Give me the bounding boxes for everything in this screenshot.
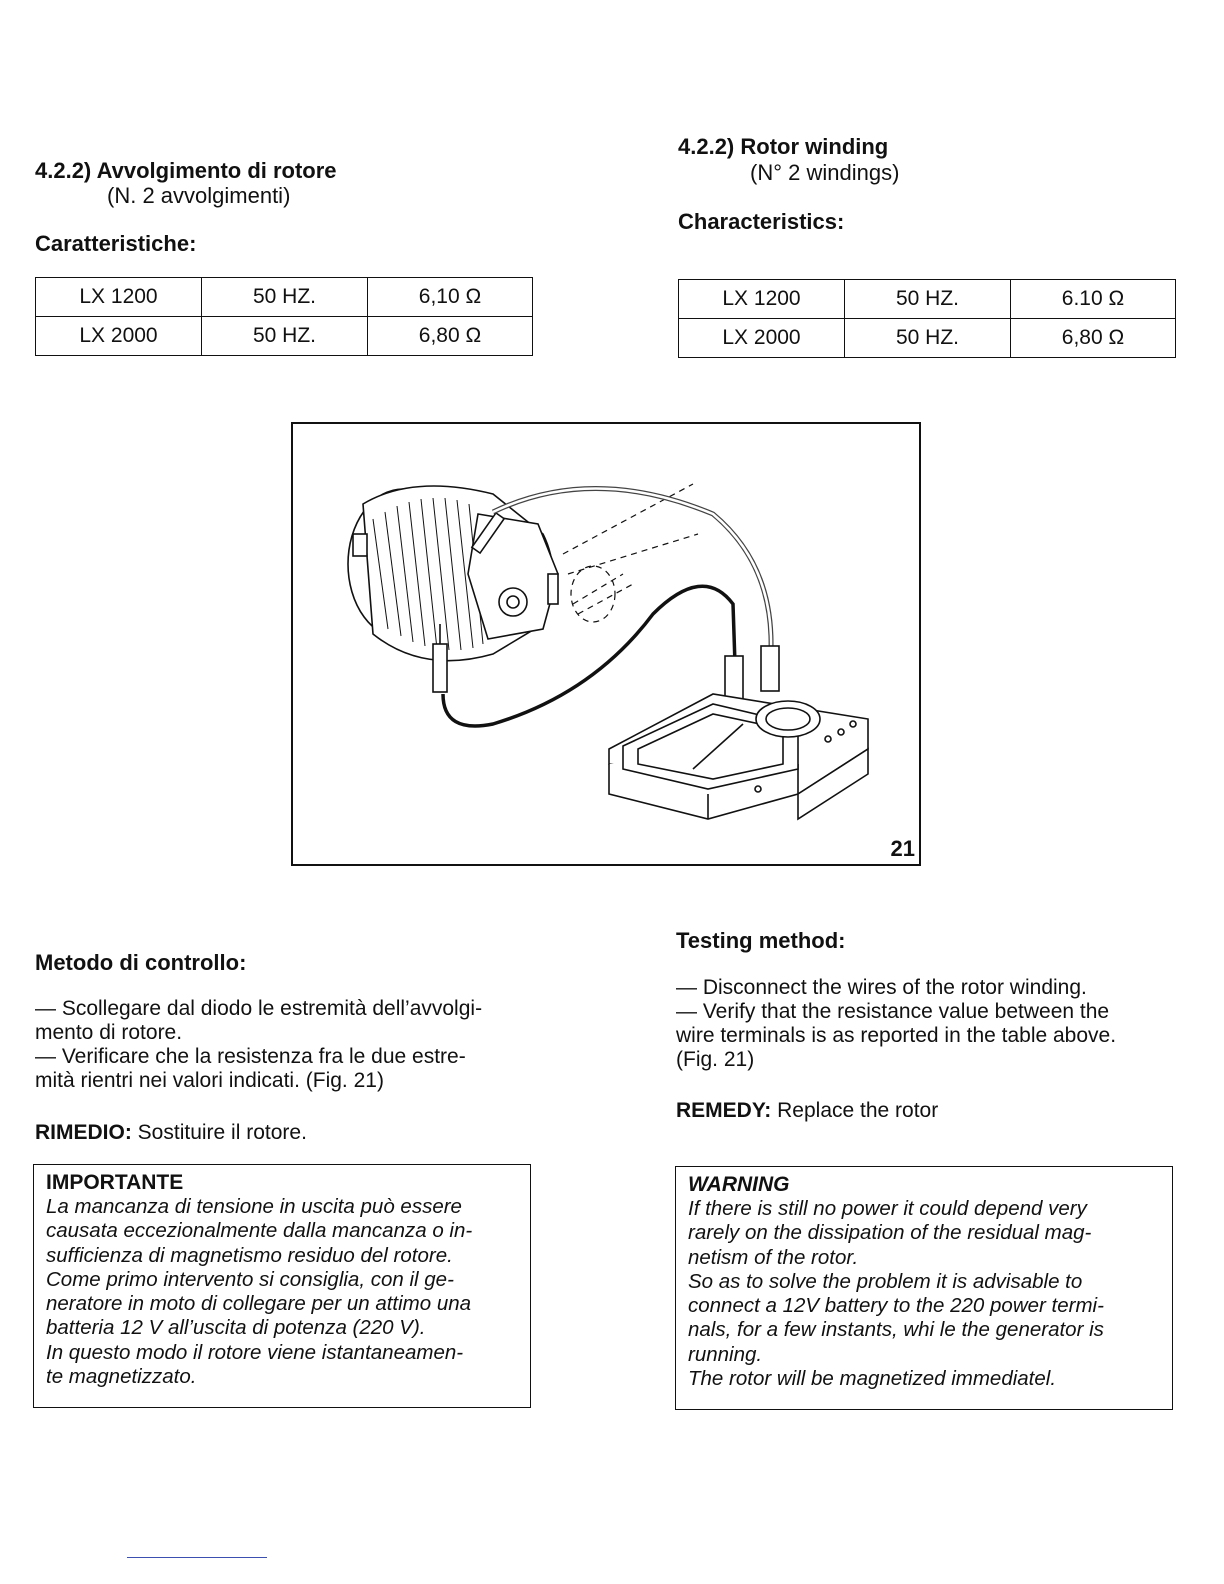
it-freq-cell: 50 HZ. bbox=[202, 278, 368, 317]
it-note-title: IMPORTANTE bbox=[46, 1171, 184, 1194]
table-row bbox=[36, 317, 533, 356]
it-model-cell: LX 1200 bbox=[36, 278, 202, 317]
it-note-line: La mancanza di tensione in uscita può essere bbox=[46, 1195, 462, 1218]
it-note-line: sufficienza di magnetismo residuo del rotore. bbox=[46, 1243, 453, 1267]
en-heading-number: 4.2.2) bbox=[678, 134, 735, 159]
en-freq-cell: 50 HZ. bbox=[845, 319, 1011, 358]
it-heading-title: Avvolgimento di rotore bbox=[96, 158, 337, 183]
it-heading bbox=[35, 158, 337, 184]
en-note-line: nals, for a few instants, whi le the generator is bbox=[688, 1318, 1104, 1342]
en-note-line: So as to solve the problem it is advisable to bbox=[688, 1269, 1083, 1293]
en-remedy-text: Replace the rotor bbox=[777, 1099, 939, 1122]
en-method-line: — Verify that the resistance value between the bbox=[676, 1000, 1110, 1023]
en-method-line: wire terminals is as reported in the table above. bbox=[676, 1024, 1117, 1047]
en-note-line: The rotor will be magnetized immediatel. bbox=[688, 1367, 1057, 1391]
it-note-line: causata eccezionalmente dalla mancanza o in- bbox=[46, 1219, 473, 1243]
it-note-line: batteria 12 V all’uscita di potenza (220 V). bbox=[46, 1316, 426, 1340]
it-characteristics-label: Caratteristiche: bbox=[35, 231, 197, 256]
it-heading-number: 4.2.2) bbox=[35, 158, 92, 183]
table-row bbox=[679, 280, 1176, 319]
en-note-line: rarely on the dissipation of the residual mag- bbox=[688, 1221, 1092, 1245]
en-note-body bbox=[688, 1197, 1160, 1391]
en-characteristics-label: Characteristics: bbox=[678, 209, 845, 234]
en-note-title: WARNING bbox=[688, 1173, 790, 1196]
it-note-body bbox=[46, 1195, 518, 1389]
it-method-line: — Verificare che la resistenza fra le due estre- bbox=[35, 1045, 466, 1068]
en-note-line: If there is still no power it could depend very bbox=[688, 1197, 1087, 1220]
en-resistance-cell: 6.10 Ω bbox=[1011, 280, 1176, 319]
en-note-box bbox=[675, 1166, 1173, 1410]
en-heading-title: Rotor winding bbox=[740, 134, 889, 159]
it-heading-sub: (N. 2 avvolgimenti) bbox=[107, 183, 291, 208]
it-resistance-cell: 6,80 Ω bbox=[368, 317, 533, 356]
table-row bbox=[36, 278, 533, 317]
it-remedy bbox=[35, 1121, 307, 1145]
en-method-line: — Disconnect the wires of the rotor winding. bbox=[676, 976, 1087, 999]
en-heading-sub: (N° 2 windings) bbox=[750, 160, 900, 185]
bottom-divider bbox=[127, 1557, 267, 1558]
it-note-line: neratore in moto di collegare per un attimo una bbox=[46, 1292, 472, 1316]
en-method-line: (Fig. 21) bbox=[676, 1048, 755, 1071]
en-method-title: Testing method: bbox=[676, 928, 846, 953]
it-note-line: Come primo intervento si consiglia, con il ge- bbox=[46, 1267, 454, 1291]
en-model-cell: LX 2000 bbox=[679, 319, 845, 358]
it-note-box bbox=[33, 1164, 531, 1408]
it-model-cell: LX 2000 bbox=[36, 317, 202, 356]
it-method-line: mento di rotore. bbox=[35, 1021, 183, 1044]
it-remedy-label: RIMEDIO: bbox=[35, 1121, 132, 1144]
en-freq-cell: 50 HZ. bbox=[845, 280, 1011, 319]
it-method-line: mità rientri nei valori indicati. (Fig. 21) bbox=[35, 1069, 384, 1092]
figure-number: 21 bbox=[890, 836, 915, 861]
it-note-line: In questo modo il rotore viene istantaneamen- bbox=[46, 1340, 464, 1364]
en-note-line: connect a 12V battery to the 220 power termi- bbox=[688, 1294, 1104, 1318]
it-method-line: — Scollegare dal diodo le estremità dell’avvolgi- bbox=[35, 997, 483, 1020]
it-resistance-cell: 6,10 Ω bbox=[368, 278, 533, 317]
en-heading bbox=[678, 134, 888, 160]
it-method-title: Metodo di controllo: bbox=[35, 950, 247, 975]
en-remedy bbox=[676, 1099, 938, 1123]
it-remedy-text: Sostituire il rotore. bbox=[137, 1121, 307, 1144]
it-spec-table bbox=[35, 277, 533, 356]
en-resistance-cell: 6,80 Ω bbox=[1011, 319, 1176, 358]
en-note-line: netism of the rotor. bbox=[688, 1245, 859, 1269]
figure-21 bbox=[291, 422, 921, 866]
it-freq-cell: 50 HZ. bbox=[202, 317, 368, 356]
table-row bbox=[679, 319, 1176, 358]
en-remedy-label: REMEDY: bbox=[676, 1099, 772, 1122]
en-method-text bbox=[676, 976, 1181, 1072]
en-note-line: running. bbox=[688, 1342, 763, 1366]
rotor-multimeter-illustration bbox=[293, 424, 919, 864]
it-method-text bbox=[35, 997, 535, 1093]
en-spec-table bbox=[678, 279, 1176, 358]
it-note-line: te magnetizzato. bbox=[46, 1365, 197, 1389]
en-model-cell: LX 1200 bbox=[679, 280, 845, 319]
